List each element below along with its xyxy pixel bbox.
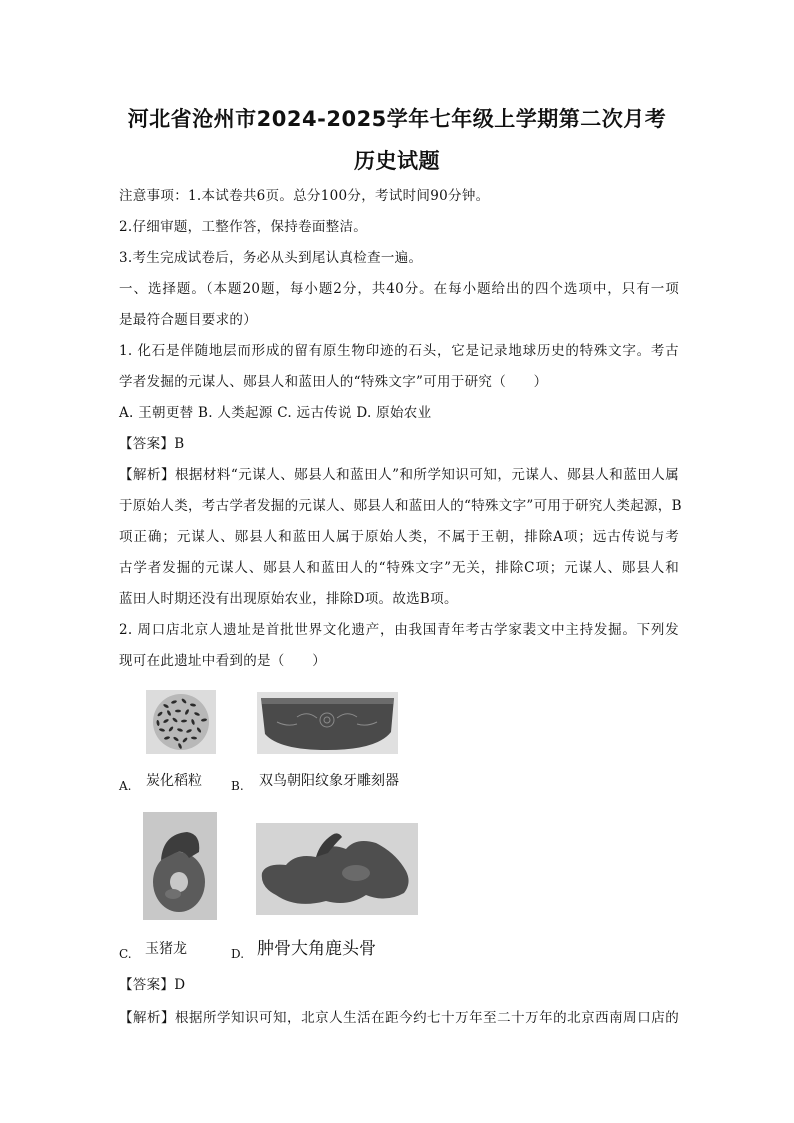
q1-analysis-line-1: 【解析】根据材料“元谋人、郧县人和蓝田人”和所学知识可知，元谋人、郧县人和蓝田人属 [119,467,679,483]
q2-answer: 【答案】D [119,977,186,993]
q1-analysis-line-3: 项正确；元谋人、郧县人和蓝田人属于原始人类，不属于王朝，排除A项；远古传说与考 [119,529,679,545]
notice-line-3: 3.考生完成试卷后，务必从头到尾认真检查一遍。 [119,250,423,266]
q2-stem-line-1: 2. 周口店北京人遗址是首批世界文化遗产，由我国青年考古学家裴文中主持发掘。下列发 [119,622,679,638]
section-heading-line-1: 一、选择题。（本题20题，每小题2分，共40分。在每小题给出的四个选项中，只有一项 [119,281,679,297]
q1-stem-line-2: 学者发掘的元谋人、郧县人和蓝田人的“特殊文字”可用于研究（ ） [119,374,548,390]
q1-answer: 【答案】B [119,436,185,452]
carbonized-rice-image [146,690,216,754]
q1-stem-line-1: 1. 化石是伴随地层而形成的留有原生物印迹的石头，它是记录地球历史的特殊文字。考古 [119,343,679,359]
page-title: 河北省沧州市2024-2025学年七年级上学期第二次月考 [127,107,667,131]
q1-analysis-line-2: 于原始人类，考古学者发掘的元谋人、郧县人和蓝田人的“特殊文字”可用于研究人类起源，B [119,498,682,514]
section-heading-line-2: 是最符合题目要求的） [119,312,257,328]
option-d-letter: D. [231,947,245,961]
q1-analysis-line-5: 蓝田人时期还没有出现原始农业，排除D项。故选B项。 [119,591,458,607]
option-a-letter: A. [119,779,132,793]
notice-line-2: 2.仔细审题，工整作答，保持卷面整洁。 [119,219,368,235]
page-subtitle: 历史试题 [354,149,440,173]
notice-line-1: 注意事项：1.本试卷共6页。总分100分，考试时间90分钟。 [119,188,490,204]
deer-skull-image [256,823,418,915]
jade-pig-dragon-image [143,812,217,920]
option-b-caption: 双鸟朝阳纹象牙雕刻器 [259,773,399,789]
option-c-caption: 玉猪龙 [145,941,187,957]
option-a-caption: 炭化稻粒 [146,773,202,789]
q1-options: A. 王朝更替 B. 人类起源 C. 远古传说 D. 原始农业 [119,405,432,421]
option-c-letter: C. [119,947,132,961]
q1-analysis-line-4: 古学者发掘的元谋人、郧县人和蓝田人的“特殊文字”无关，排除C项；元谋人、郧县人和 [119,560,679,576]
q2-stem-line-2: 现可在此遗址中看到的是（ ） [119,653,326,669]
ivory-carving-image [257,692,398,754]
option-b-letter: B. [231,779,244,793]
option-d-caption: 肿骨大角鹿头骨 [257,939,376,959]
q2-analysis-line-1: 【解析】根据所学知识可知，北京人生活在距今约七十万年至二十万年的北京西南周口店的 [119,1010,679,1026]
